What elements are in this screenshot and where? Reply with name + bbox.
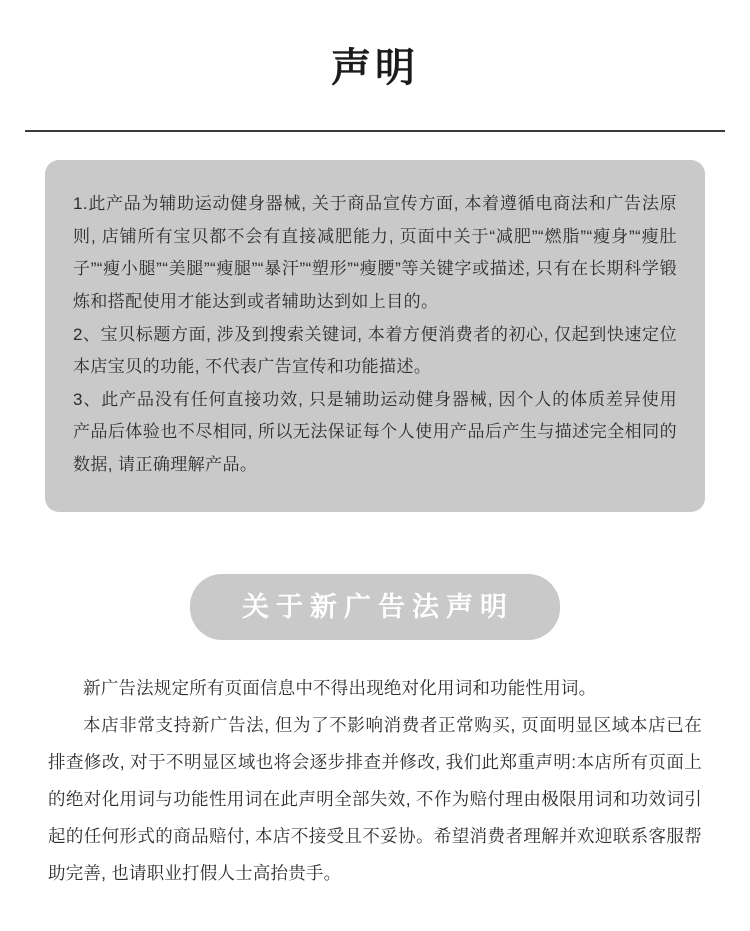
statement-paragraph-2: 本店非常支持新广告法, 但为了不影响消费者正常购买, 页面明显区域本店已在排查修改, 对于不明显区域也将会逐步排查并修改, 我们此郑重声明:本店所有页面上的绝对化用词与功能性用词在此声明全部失效, 不作为赔付理由极限用词和功效词引起的任何形式的商品赔付, 本店不接受且不妥协。希望消费者理解并欢迎联系客服帮助完善, 也请职业打假人士高抬贵手。 [48,715,702,884]
title-divider [25,130,725,132]
notice-panel [45,160,705,512]
notice-paragraph-2: 2、宝贝标题方面, 涉及到搜索关键词, 本着方便消费者的初心, 仅起到快速定位本店宝贝的功能, 不代表广告宣传和功能描述。 [73,324,677,377]
notice-paragraph-3: 3、此产品没有任何直接功效, 只是辅助运动健身器械, 因个人的体质差异使用产品后体验也不尽相同, 所以无法保证每个人使用产品后产生与描述完全相同的数据, 请正确理解产品。 [73,389,677,474]
notice-paragraph-1: 1.此产品为辅助运动健身器械, 关于商品宣传方面, 本着遵循电商法和广告法原则, 店铺所有宝贝都不会有直接减肥能力, 页面中关于“减肥”“燃脂”“瘦身”“瘦肚子”“瘦小腿”“美腿”“瘦腿”“暴汗”“塑形”“瘦腰”等关键字或描述, 只有在长期科学锻炼和搭配使用才能达到或者辅助达到如上目的。 [73,194,677,311]
ad-law-statement-badge: 关于新广告法声明 [190,574,560,640]
statement-paragraph-1: 新广告法规定所有页面信息中不得出现绝对化用词和功能性用词。 [83,678,597,699]
page-title: 声明 [331,46,419,90]
badge-row [0,574,750,640]
statement-body [48,670,702,893]
